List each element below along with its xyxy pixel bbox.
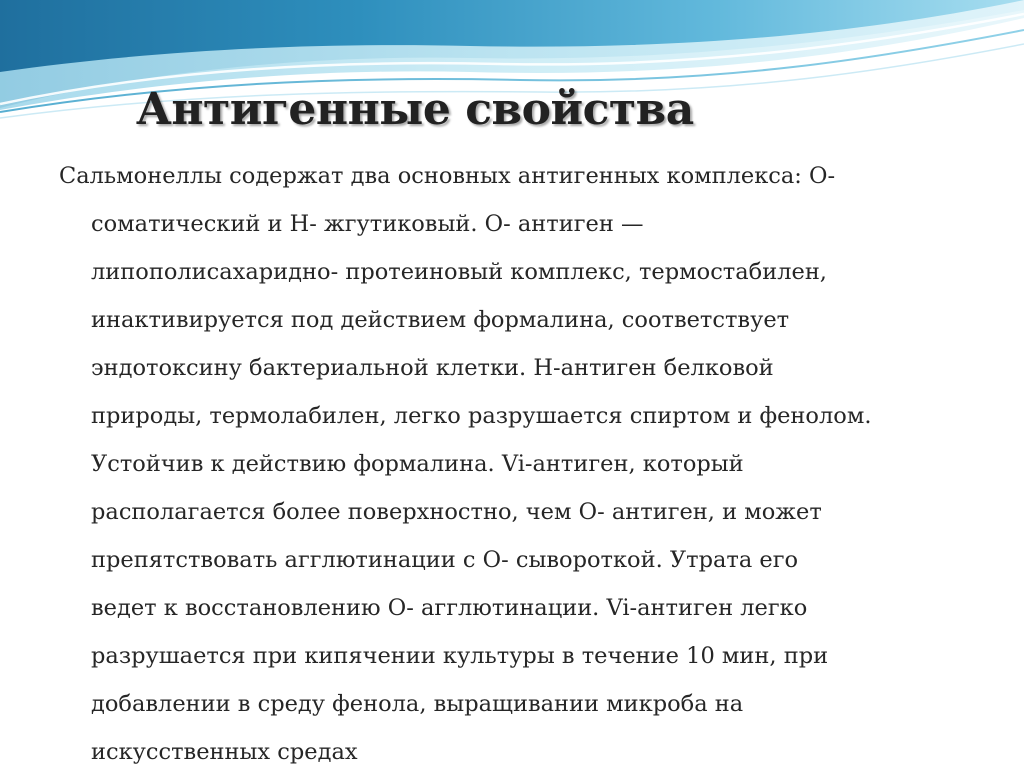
- body-line: эндотоксину бактериальной клетки. Н-антиген белковой: [91, 355, 774, 381]
- body-line: Сальмонеллы содержат два основных антигенных комплекса: О-: [59, 163, 836, 189]
- body-paragraph: [0, 152, 1000, 767]
- body-line: ведет к восстановлению О- агглютинации. Vi-антиген легко: [91, 595, 808, 621]
- body-line: Устойчив к действию формалина. Vi-антиген, который: [91, 451, 744, 477]
- body-line: препятствовать агглютинации с О- сывороткой. Утрата его: [91, 547, 799, 573]
- body-line: природы, термолабилен, легко разрушается спиртом и фенолом.: [91, 403, 872, 429]
- body-line: разрушается при кипячении культуры в течение 10 мин, при: [91, 643, 829, 669]
- body-line: инактивируется под действием формалина, соответствует: [91, 307, 790, 333]
- body-line: соматический и Н- жгутиковый. О- антиген —: [91, 211, 644, 237]
- body-line: липополисахаридно- протеиновый комплекс, термостабилен,: [91, 259, 827, 285]
- body-line: искусственных средах: [91, 739, 358, 765]
- body-line: добавлении в среду фенола, выращивании микроба на: [91, 691, 744, 717]
- body-line: располагается более поверхностно, чем О- антиген, и может: [91, 499, 822, 525]
- slide-title: Антигенные свойства: [136, 84, 694, 135]
